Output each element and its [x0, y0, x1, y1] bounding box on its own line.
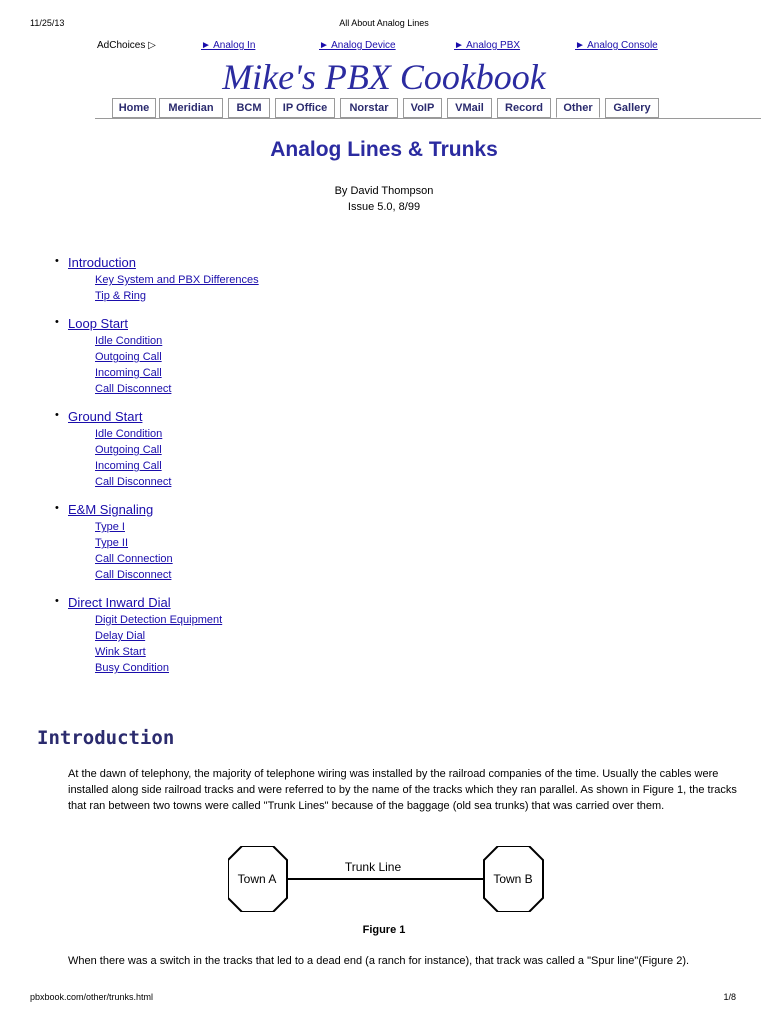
ad-row [0, 40, 768, 54]
tab-vmail[interactable]: VMail [447, 98, 492, 118]
toc-sublink[interactable]: Incoming Call [95, 367, 162, 379]
toc-sublink[interactable]: Digit Detection Equipment [95, 614, 223, 626]
tab-gallery[interactable]: Gallery [605, 98, 659, 118]
ad-link-analog-console[interactable]: ► Analog Console [575, 40, 658, 51]
toc-section [55, 409, 455, 490]
toc-section [55, 316, 455, 397]
toc-link-em-signaling[interactable]: E&M Signaling [68, 502, 154, 517]
print-date: 11/25/13 [30, 18, 65, 28]
ad-link-analog-in[interactable]: ► Analog In [201, 40, 256, 51]
print-page-number: 1/8 [723, 992, 736, 1002]
bullet-icon: • [55, 255, 59, 267]
bullet-icon: • [55, 316, 59, 328]
toc-sublink[interactable]: Outgoing Call [95, 351, 162, 363]
bullet-icon: • [55, 409, 59, 421]
figure-trunk-line-diagram [228, 846, 548, 912]
toc-sublink[interactable]: Idle Condition [95, 428, 163, 440]
tab-home[interactable]: Home [112, 98, 156, 118]
adchoices-label[interactable]: AdChoices ▷ [97, 40, 156, 51]
tab-meridian[interactable]: Meridian [159, 98, 223, 118]
byline [0, 183, 768, 215]
section-heading-introduction: Introduction [37, 727, 175, 749]
author: By David Thompson [334, 185, 434, 197]
print-title: All About Analog Lines [339, 18, 429, 28]
tab-record[interactable]: Record [497, 98, 551, 118]
toc-sublink[interactable]: Wink Start [95, 646, 146, 658]
toc-link-introduction[interactable]: Introduction [68, 255, 136, 270]
toc-sublink[interactable]: Incoming Call [95, 460, 162, 472]
bullet-icon: • [55, 502, 59, 514]
toc-sublink[interactable]: Tip & Ring [95, 290, 146, 302]
town-b-label: Town B [493, 872, 533, 886]
toc-sublink[interactable]: Call Disconnect [95, 476, 172, 488]
ad-link-analog-device[interactable]: ► Analog Device [319, 40, 396, 51]
intro-paragraph-2: When there was a switch in the tracks that led to a dead end (a ranch for instance), that track was called a "Spur line"(Figure 2). [68, 955, 690, 967]
toc-link-ground-start[interactable]: Ground Start [68, 409, 143, 424]
toc-section [55, 595, 455, 676]
tab-norstar[interactable]: Norstar [340, 98, 398, 118]
nav-divider [95, 118, 761, 119]
tab-ip-office[interactable]: IP Office [275, 98, 335, 118]
tab-other[interactable]: Other [556, 98, 600, 118]
toc-sublink[interactable]: Call Connection [95, 553, 173, 565]
town-a-label: Town A [237, 872, 277, 886]
tab-voip[interactable]: VoIP [403, 98, 442, 118]
toc-sublink[interactable]: Type I [95, 521, 125, 533]
toc-section [55, 502, 455, 583]
toc-sublink[interactable]: Type II [95, 537, 129, 549]
tab-bcm[interactable]: BCM [228, 98, 270, 118]
toc-sublink[interactable]: Call Disconnect [95, 383, 172, 395]
table-of-contents [55, 255, 455, 688]
toc-sublink[interactable]: Key System and PBX Differences [95, 274, 259, 286]
toc-sublink[interactable]: Busy Condition [95, 662, 169, 674]
toc-sublink[interactable]: Idle Condition [95, 335, 163, 347]
toc-section [55, 255, 455, 304]
figure-caption: Figure 1 [362, 924, 406, 936]
toc-link-direct-inward-dial[interactable]: Direct Inward Dial [68, 595, 171, 610]
toc-sublink[interactable]: Delay Dial [95, 630, 146, 642]
page-title: Analog Lines & Trunks [270, 138, 498, 161]
toc-link-loop-start[interactable]: Loop Start [68, 316, 128, 331]
toc-sublink[interactable]: Call Disconnect [95, 569, 172, 581]
toc-sublink[interactable]: Outgoing Call [95, 444, 162, 456]
issue: Issue 5.0, 8/99 [347, 201, 421, 213]
intro-paragraph: At the dawn of telephony, the majority of telephone wiring was installed by the railroad companies of the time. Usually the cables were installed along side railroad tracks and were referred to by the name of the tracks which they ran parallel. As shown in Figure 1, the tracks that ran between two towns were called "Trunk Lines" because of the baggage (old sea trunks) that was carried over them. [68, 768, 737, 812]
print-url: pbxbook.com/other/trunks.html [30, 992, 154, 1002]
bullet-icon: • [55, 595, 59, 607]
trunk-line-label: Trunk Line [344, 860, 402, 874]
site-title[interactable]: Mike's PBX Cookbook [222, 57, 546, 97]
ad-link-analog-pbx[interactable]: ► Analog PBX [454, 40, 521, 51]
